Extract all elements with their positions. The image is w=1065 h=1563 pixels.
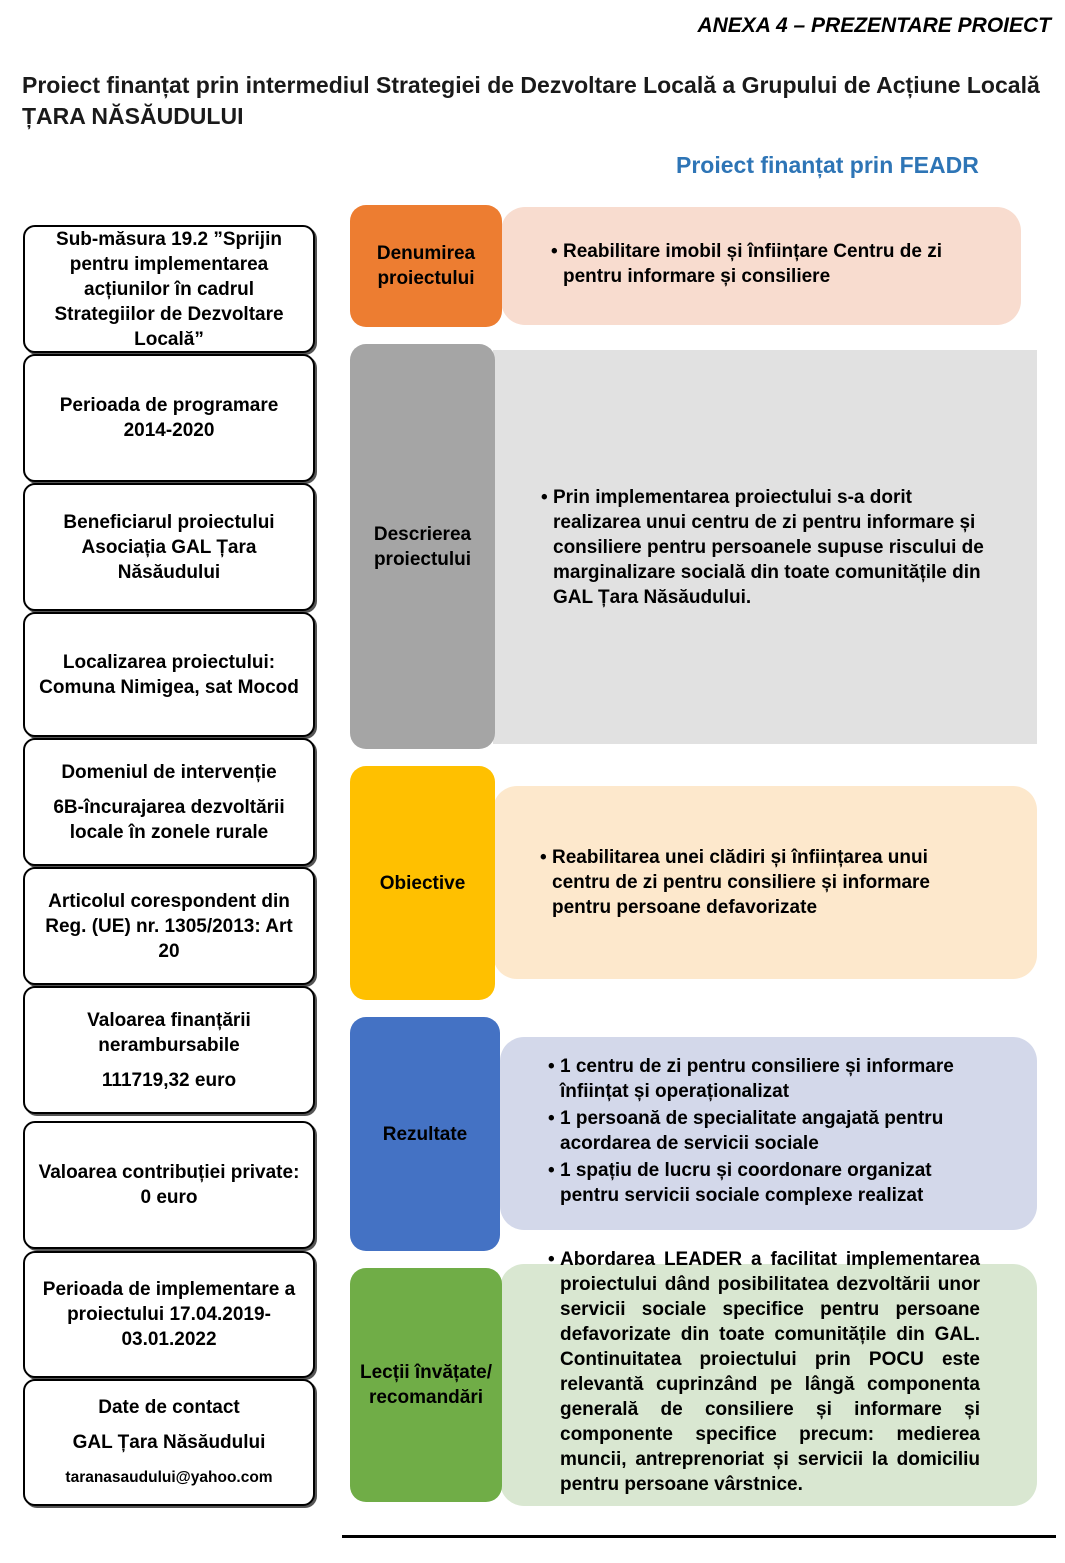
objectives-panel <box>493 786 1037 979</box>
implementation-period-box <box>23 1251 315 1378</box>
funding-source: Proiect finanțat prin FEADR <box>676 152 979 178</box>
results-item-1: • 1 centru de zi pentru consiliere și informare înființat și operaționalizat <box>548 1054 987 1104</box>
location-box <box>23 612 315 737</box>
submeasure-text: Sub-măsura 19.2 ”Sprijin pentru implementarea acțiunilor în cadrul Strategiilor de Dezvoltare Locală” <box>54 228 284 350</box>
funding-value: 111719,32 euro <box>101 1069 237 1091</box>
period-label: Perioada de programare <box>59 395 279 416</box>
project-name-text: • Reabilitare imobil și înființare Centru de zi pentru informare și consiliere <box>551 239 1001 289</box>
submeasure-box <box>23 225 315 353</box>
article-box <box>23 867 315 985</box>
domain-label: Domeniul de intervenție <box>61 761 277 783</box>
results-item-3: • 1 spațiu de lucru și coordonare organizat pentru servicii sociale complexe realizat <box>548 1158 987 1208</box>
project-name-label: Denumirea proiectului <box>350 205 502 327</box>
annex-heading: ANEXA 4 – PREZENTARE PROIECT <box>697 14 1051 37</box>
private-contribution-box <box>23 1121 315 1249</box>
bottom-divider <box>342 1535 1056 1538</box>
contact-org: GAL Țara Năsăudului <box>72 1432 266 1453</box>
beneficiary-value: Asociația GAL Țara Năsăudului <box>81 536 257 583</box>
description-panel <box>493 350 1037 744</box>
results-item-2: • 1 persoană de specialitate angajată pentru acordarea de servicii sociale <box>548 1106 987 1156</box>
location-text: Localizarea proiectului: Comuna Nimigea, sat Mocod <box>39 651 299 698</box>
objectives-label: Obiective <box>350 766 495 1000</box>
beneficiary-box <box>23 483 315 611</box>
domain-box <box>23 738 315 866</box>
implementation-period-text: Perioada de implementare a proiectului 17.04.2019-03.01.2022 <box>42 1279 296 1350</box>
project-name-panel <box>501 207 1021 325</box>
period-value: 2014-2020 <box>123 420 215 441</box>
contact-label: Date de contact <box>98 1397 240 1418</box>
lessons-text-wrap <box>548 1247 980 1497</box>
results-panel <box>500 1037 1037 1230</box>
beneficiary-label: Beneficiarul proiectului <box>63 511 275 533</box>
funding-label: Valoarea finanțării nerambursabile <box>87 1009 251 1056</box>
page-title: Proiect finanțat prin intermediul Strategiei de Dezvoltare Locală a Grupului de Acțiune Locală ȚARA NĂSĂUDULUI <box>22 72 1040 129</box>
lessons-label: Lecții învățate/ recomandări <box>350 1268 502 1502</box>
article-text: Articolul corespondent din Reg. (UE) nr. 1305/2013: Art 20 <box>45 890 293 962</box>
description-text: • Prin implementarea proiectului s-a dorit realizarea unui centru de zi pentru informare și consiliere pentru persoanele supuse riscului de marginalizare socială din toate comunitățile din GAL Țara Năsăudului. <box>541 485 987 610</box>
period-box <box>23 354 315 482</box>
funding-box <box>23 986 315 1114</box>
objectives-text: • Reabilitarea unei clădiri și înființarea unui centru de zi pentru consiliere și informare pentru persoane defavorizate <box>540 845 957 920</box>
contact-box <box>23 1379 315 1506</box>
private-contribution-text: Valoarea contribuției private: 0 euro <box>38 1162 300 1208</box>
lessons-text: • Abordarea LEADER a facilitat implementarea proiectului dând posibilitatea dezvoltării unor servicii sociale specifice pentru persoane defavorizate din toate comunitățile din GAL. Continuitatea proiectului prin POCU este relevantă cuprinzând pe lângă componenta generală de consiliere și informare și componente specifice precum: medierea muncii, antreprenoriat și servicii la domiciliu pentru persoane vârstnice. <box>548 1247 980 1497</box>
domain-value: 6B-încurajarea dezvoltării locale în zonele rurale <box>53 796 285 843</box>
results-label: Rezultate <box>350 1017 500 1251</box>
contact-email: taranasaudului@yahoo.com <box>65 1469 273 1486</box>
description-label: Descrierea proiectului <box>350 344 495 749</box>
